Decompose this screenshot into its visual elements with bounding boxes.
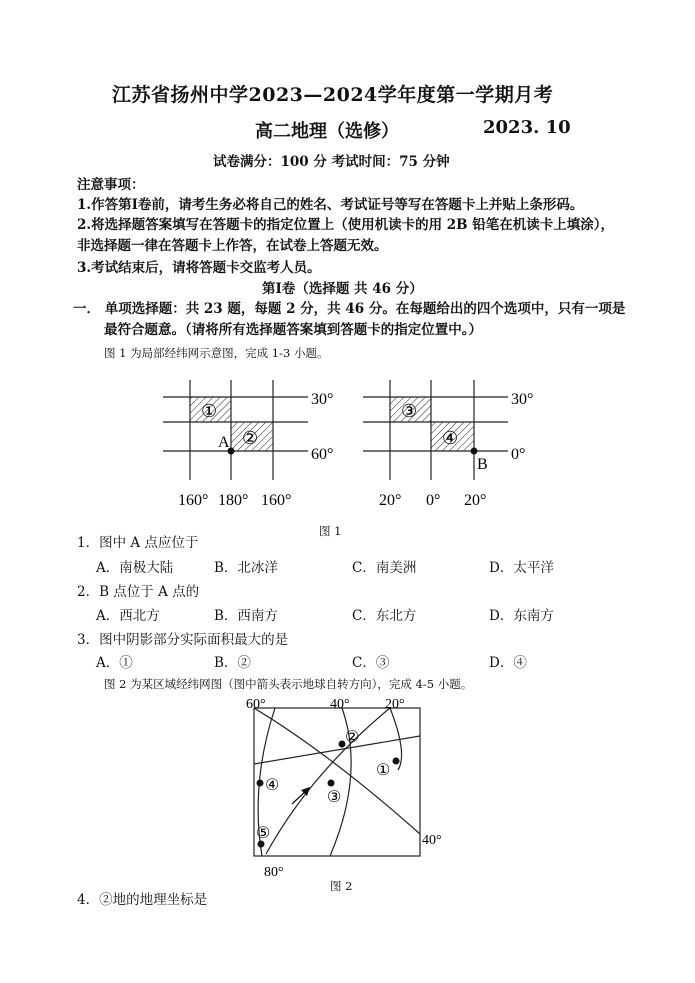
point-1-marker [393, 758, 400, 765]
figure-2-graticule [230, 694, 460, 880]
section-instruction-line2: 最符合题意。（请将所有选择题答案填到答题卡的指定位置中。） [104, 322, 482, 338]
point-a-label: A [218, 434, 230, 451]
notice-item-2-cont: 非选择题一律在答题卡上作答，在试卷上答题无效。 [77, 238, 388, 254]
point-b-label: B [477, 456, 488, 473]
fig2-lat-label-40: 40° [422, 833, 442, 848]
q1-option-b: B．北冰洋 [214, 560, 278, 576]
point-4-marker [257, 780, 264, 787]
q3-option-d: D．④ [489, 655, 527, 671]
fig2-lon-label-20: 20° [385, 697, 405, 712]
section-instruction-line1: 一． 单项选择题：共 23 题，每题 2 分，共 46 分。在每题给出的四个选项中，只有一项是 [73, 301, 626, 317]
exam-date: 2023. 10 [483, 117, 571, 138]
right-lon-label-20w: 20° [379, 492, 402, 509]
question-4-stem: 4．②地的地理坐标是 [77, 892, 208, 908]
q3-option-a: A．① [96, 655, 133, 671]
fig1-intro: 图 1 为局部经纬网示意图，完成 1-3 小题。 [104, 346, 329, 360]
question-1-stem: 1．图中 A 点应位于 [77, 535, 199, 551]
fig2-lat-label-80: 80° [264, 865, 284, 880]
notice-item-1: 1.作答第Ⅰ卷前，请考生务必将自己的姓名、考试证号等写在答题卡上并贴上条形码。 [77, 197, 584, 213]
left-lon-label-180: 180° [218, 492, 249, 509]
fig2-point-label-1: ① [376, 762, 391, 779]
q1-option-c: C．南美洲 [352, 560, 417, 576]
region-label-4: ④ [442, 428, 459, 448]
region-label-2: ② [242, 428, 259, 448]
q3-option-c: C．③ [352, 655, 390, 671]
question-3-stem: 3．图中阴影部分实际面积最大的是 [77, 632, 289, 648]
left-lon-label-160w: 160° [178, 492, 209, 509]
figure-1-graticule [150, 368, 550, 513]
fig2-lon-label-40: 40° [330, 697, 350, 712]
region-label-1: ① [201, 401, 218, 421]
left-lon-label-160e: 160° [261, 492, 292, 509]
left-lat-label-60: 60° [311, 446, 334, 463]
question-2-stem: 2．B 点位于 A 点的 [77, 584, 200, 600]
fig2-point-label-5: ⑤ [256, 825, 271, 842]
score-time: 试卷满分：100 分 考试时间：75 分钟 [213, 154, 450, 170]
point-3-marker [328, 780, 335, 787]
point-b-marker [471, 448, 478, 455]
fig2-point-label-3: ③ [327, 789, 342, 806]
q2-option-a: A．西北方 [96, 608, 160, 624]
subject-title: 高二地理（选修） [255, 121, 399, 142]
q3-option-b: B．② [214, 655, 251, 671]
right-lat-label-0: 0° [511, 446, 526, 463]
notice-item-2: 2.将选择题答案填写在答题卡的指定位置上（使用机读卡的用 2B 铅笔在机读卡上填涂）， [77, 217, 615, 233]
fig2-intro: 图 2 为某区域经纬网图（图中箭头表示地球自转方向），完成 4-5 小题。 [104, 677, 473, 691]
notice-item-3: 3.考试结束后，请将答题卡交监考人员。 [77, 260, 321, 276]
right-lat-label-30: 30° [511, 391, 534, 408]
part1-title: 第Ⅰ卷（选择题 共 46 分） [262, 281, 423, 297]
fig2-caption: 图 2 [330, 879, 353, 893]
q2-option-d: D．东南方 [489, 608, 554, 624]
q2-option-c: C．东北方 [352, 608, 417, 624]
fig2-point-label-2: ② [345, 729, 360, 746]
paper-title: 江苏省扬州中学2023—2024学年度第一学期月考 [112, 84, 554, 106]
fig2-lon-label-60: 60° [246, 697, 266, 712]
q1-option-d: D．太平洋 [489, 560, 554, 576]
region-label-3: ③ [401, 401, 418, 421]
q1-option-a: A．南极大陆 [96, 560, 174, 576]
right-lon-label-20e: 20° [464, 492, 487, 509]
q2-option-b: B．西南方 [214, 608, 278, 624]
left-lat-label-30: 30° [311, 391, 334, 408]
right-lon-label-0: 0° [426, 492, 441, 509]
left-graticule [163, 380, 308, 480]
notice-heading: 注意事项： [77, 177, 145, 193]
fig2-point-label-4: ④ [265, 777, 280, 794]
fig1-caption: 图 1 [319, 524, 342, 538]
